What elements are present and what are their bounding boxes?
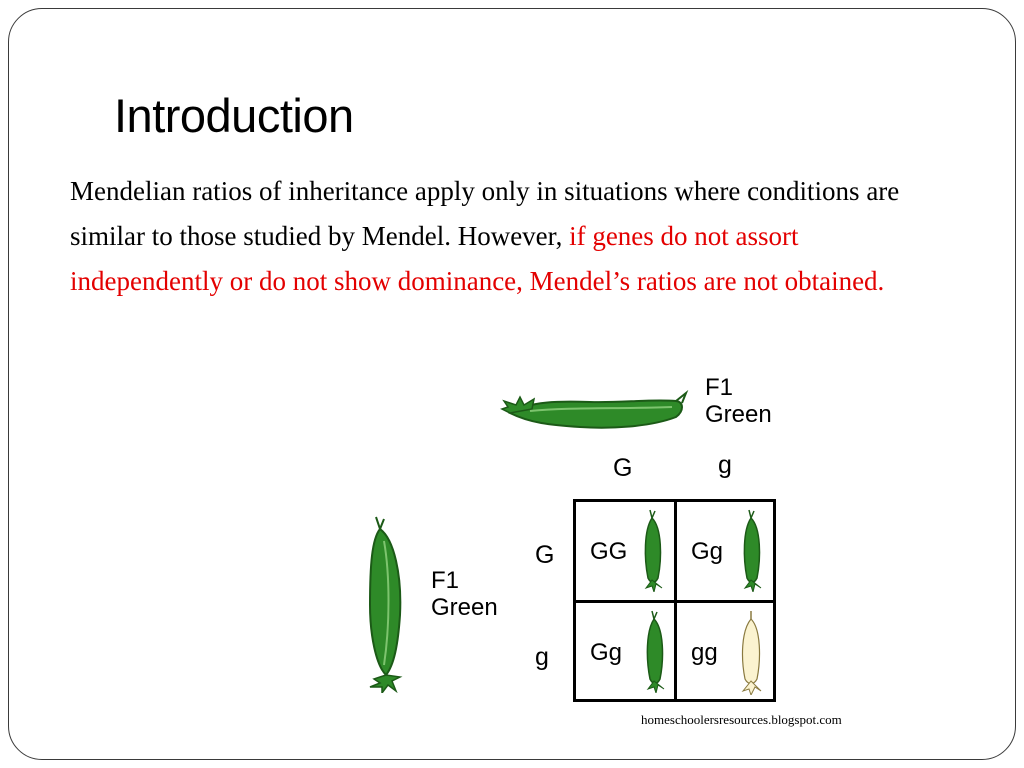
- column-allele-recessive: g: [718, 451, 732, 479]
- cell-genotype: gg: [691, 639, 718, 666]
- slide-title: Introduction: [114, 89, 354, 142]
- side-parent-generation: F1: [431, 567, 460, 594]
- green-pod-icon: [640, 508, 666, 592]
- yellow-pod-icon: [737, 609, 765, 695]
- punnett-cell-gg: [677, 603, 775, 701]
- cell-genotype: Gg: [590, 639, 623, 666]
- green-pod-icon: [642, 609, 668, 693]
- punnett-square: [573, 499, 776, 702]
- top-parent-label: [705, 374, 772, 428]
- vertical-pea-pod-illustration: [360, 515, 410, 693]
- body-text-plain: Mendelian ratios of inheritance apply only in situations where conditions are similar to those studied by Mendel. However,: [70, 176, 900, 251]
- cell-genotype: GG: [590, 538, 628, 565]
- top-parent-generation: F1: [705, 374, 734, 401]
- row-allele-recessive: g: [535, 643, 549, 671]
- top-parent-phenotype: Green: [705, 401, 772, 428]
- cell-genotype: Gg: [691, 538, 724, 565]
- column-allele-dominant: G: [613, 454, 633, 482]
- row-allele-dominant: G: [535, 541, 555, 569]
- side-parent-label: [431, 567, 498, 621]
- image-credit: homeschoolersresources.blogspot.com: [641, 712, 842, 727]
- slide-body-text: [70, 169, 920, 304]
- horizontal-pea-pod-illustration: [500, 387, 690, 435]
- punnett-cell-Gg-top: [677, 502, 775, 600]
- punnett-cell-Gg-bottom: [576, 603, 674, 701]
- body-text-highlight: if genes do not assort independently or do not show dominance, Mendel’s ratios are not obtained.: [70, 221, 885, 296]
- punnett-cell-GG: [576, 502, 674, 600]
- side-parent-phenotype: Green: [431, 594, 498, 621]
- green-pod-icon: [739, 508, 765, 592]
